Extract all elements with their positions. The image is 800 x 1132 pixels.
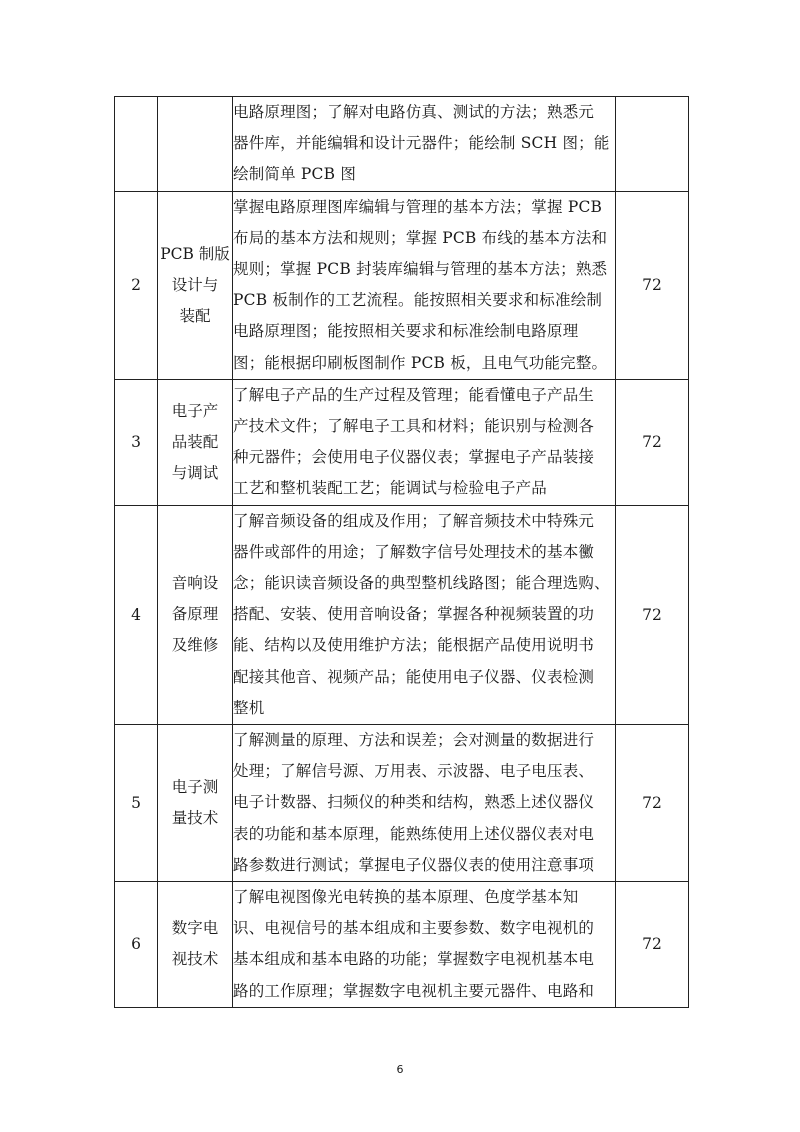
course-number-cell: 2: [115, 191, 158, 379]
course-name-line: 量技术: [171, 809, 219, 828]
course-description-cell: [233, 505, 616, 724]
course-description-line: 电子计数器、扫频仪的种类和结构，熟悉上述仪器仪: [233, 793, 595, 812]
course-description-line: 绘制简单 PCB 图: [233, 165, 357, 184]
course-description-line: 规则；掌握 PCB 封装库编辑与管理的基本方法；熟悉: [233, 260, 608, 279]
table-row: [115, 505, 689, 724]
course-description-line: 电路原理图；能按照相关要求和标准绘制电路原理: [233, 322, 579, 341]
course-description-line: 器件或部件的用途；了解数字信号处理技术的基本黴: [233, 542, 595, 561]
course-name-line: 电子产: [171, 401, 219, 420]
course-hours-cell: 72: [616, 725, 689, 882]
course-name-line: 备原理: [171, 605, 219, 624]
course-name-line: 装配: [179, 306, 211, 325]
course-description-line: 整机: [233, 698, 265, 717]
course-description-line: PCB 板制作的工艺流程。能按照相关要求和标准绘制: [233, 291, 603, 310]
course-description-line: 路的工作原理；掌握数字电视机主要元器件、电路和: [233, 981, 595, 1000]
course-name-line: 数字电: [171, 919, 219, 938]
course-description-line: 电路原理图；了解对电路仿真、测试的方法；熟悉元: [233, 103, 595, 121]
course-name-line: 品装配: [171, 432, 219, 451]
course-table: [114, 96, 689, 1008]
course-hours-cell: 72: [616, 191, 689, 379]
table-row: [115, 379, 689, 505]
course-hours-cell: 72: [616, 882, 689, 1008]
course-description-line: 了解电子产品的生产过程及管理；能看懂电子产品生: [233, 385, 595, 404]
course-description-line: 基本组成和基本电路的功能；掌握数字电视机基本电: [233, 950, 595, 969]
course-name-line: 电子测: [171, 778, 219, 797]
course-description-line: 念；能识读音频设备的典型整机线路图；能合理选购、: [233, 574, 610, 593]
course-description-line: 图；能根据印刷板图制作 PCB 板，且电气功能完整。: [233, 353, 608, 372]
course-description-cell: [233, 379, 616, 505]
course-name-cell: [158, 379, 233, 505]
course-description-line: 能、结构以及使用维护方法；能根据产品使用说明书: [233, 636, 595, 655]
course-hours-cell: [616, 97, 689, 192]
table-row: [115, 191, 689, 379]
course-description-line: 路参数进行测试；掌握电子仪器仪表的使用注意事项: [233, 855, 595, 874]
course-number-cell: 5: [115, 725, 158, 882]
course-description-cell: [233, 882, 616, 1008]
course-description-cell: [233, 725, 616, 882]
course-name-cell: [158, 191, 233, 379]
table-row: [115, 882, 689, 1008]
course-name-line: 音响设: [171, 574, 219, 593]
table-row: [115, 725, 689, 882]
course-description-line: 搭配、安装、使用音响设备；掌握各种视频装置的功: [233, 605, 595, 624]
course-description-line: 处理；了解信号源、万用表、示波器、电子电压表、: [233, 762, 595, 781]
course-description-cell: [233, 97, 616, 192]
course-description-line: 产技术文件；了解电子工具和材料；能识别与检测各: [233, 417, 595, 436]
course-description-line: 了解电视图像光电转换的基本原理、色度学基本知: [233, 888, 579, 907]
course-description-line: 布局的基本方法和规则；掌握 PCB 布线的基本方法和: [233, 228, 608, 247]
table-row: [115, 97, 689, 192]
page-number: 6: [396, 1063, 404, 1076]
course-number-cell: [115, 97, 158, 192]
course-description-line: 种元器件；会使用电子仪器仪表；掌握电子产品装接: [233, 448, 595, 467]
course-description-line: 了解测量的原理、方法和误差；会对测量的数据进行: [233, 731, 595, 750]
course-name-line: 设计与: [171, 275, 219, 294]
course-name-line: PCB 制版: [160, 244, 230, 263]
course-name-line: 与调试: [171, 463, 219, 482]
course-description-line: 表的功能和基本原理，能熟练使用上述仪器仪表对电: [233, 824, 595, 843]
course-name-cell: [158, 725, 233, 882]
course-description-line: 器件库，并能编辑和设计元器件；能绘制 SCH 图；能: [233, 134, 610, 153]
course-name-cell: [158, 505, 233, 724]
course-number-cell: 4: [115, 505, 158, 724]
course-description-line: 工艺和整机装配工艺；能调试与检验电子产品: [233, 479, 548, 498]
course-description-line: 了解音频设备的组成及作用；了解音频技术中特殊元: [233, 511, 595, 530]
course-number-cell: 6: [115, 882, 158, 1008]
course-number-cell: 3: [115, 379, 158, 505]
course-hours-cell: 72: [616, 505, 689, 724]
course-name-cell: [158, 882, 233, 1008]
course-description-line: 配接其他音、视频产品；能使用电子仪器、仪表检测: [233, 667, 595, 686]
course-description-line: 识、电视信号的基本组成和主要参数、数字电视机的: [233, 919, 595, 938]
course-name-line: 视技术: [171, 950, 219, 969]
table-body: [115, 97, 689, 1008]
course-description-cell: [233, 191, 616, 379]
course-name-line: 及维修: [171, 636, 219, 655]
course-description-line: 掌握电路原理图库编辑与管理的基本方法；掌握 PCB: [233, 197, 603, 216]
course-name-cell: [158, 97, 233, 192]
course-hours-cell: 72: [616, 379, 689, 505]
